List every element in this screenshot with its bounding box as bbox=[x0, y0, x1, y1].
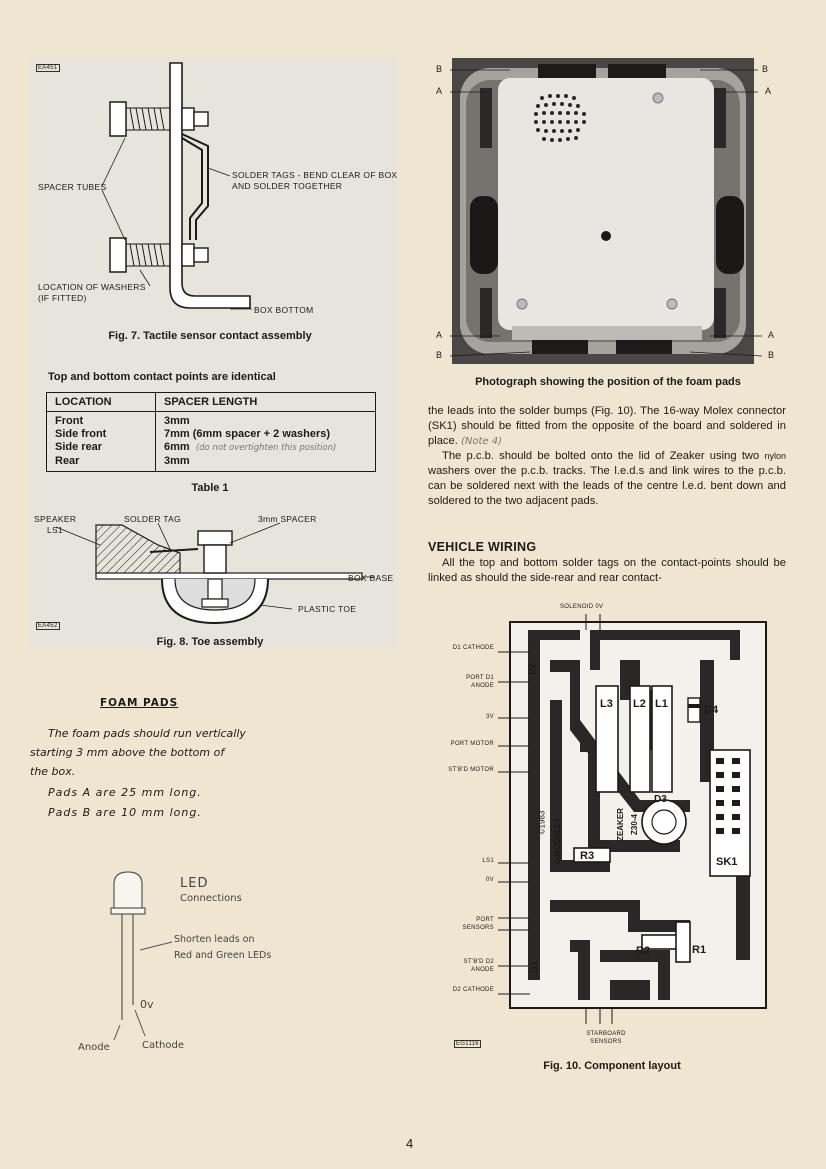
photo-mark-b-bottom-left: B bbox=[436, 350, 443, 360]
table1-cell: 7mm (6mm spacer + 2 washers) bbox=[156, 428, 376, 441]
table1-cell: 3mm bbox=[156, 412, 376, 429]
table1-cell: Front bbox=[47, 412, 156, 429]
fig10-label-port-sensors: PORT SENSORS bbox=[462, 917, 494, 931]
fig10-label-d1-cathode: D1 CATHODE bbox=[452, 645, 494, 651]
fig10-comp-r3: R3 bbox=[580, 850, 595, 862]
photo-mark-a-bottom-right: A bbox=[768, 330, 775, 340]
label-spacer-tubes: SPACER TUBES bbox=[38, 182, 107, 192]
fig10-label-port-d1-anode: PORT D1 ANODE bbox=[466, 675, 494, 689]
article-para-2a: The p.c.b. should be bolted onto the lid of Zeaker using two bbox=[442, 450, 765, 462]
led-anode: Anode bbox=[78, 1042, 110, 1053]
photo-mark-a-bottom-left: A bbox=[436, 330, 443, 340]
label-plastic-toe: PLASTIC TOE bbox=[298, 604, 357, 614]
fig7-code: EA451 bbox=[38, 65, 58, 71]
fig10-board-text-author: D.BUCKLEY bbox=[552, 817, 562, 864]
label-washers: LOCATION OF WASHERS (IF FITTED) bbox=[38, 282, 146, 303]
photo-mark-b-top-left: B bbox=[436, 64, 443, 74]
article-body-2 bbox=[428, 556, 786, 586]
fig8-caption: Fig. 8. Toe assembly bbox=[156, 636, 264, 648]
fig7-caption: Fig. 7. Tactile sensor contact assembly bbox=[108, 330, 312, 342]
fig10-code: EG1116 bbox=[456, 1041, 479, 1047]
fig10-label-3v: 3V bbox=[486, 714, 494, 720]
article-para-2b: washers over the p.c.b. tracks. The l.e.d.s and link wires to the p.c.b. can be soldered next with the leads of the centre l.e.d. bent down and soldered to the two adjacent pads. bbox=[428, 465, 786, 507]
photo-mark-b-bottom-right: B bbox=[768, 350, 775, 360]
fig10-comp-l1: L1 bbox=[655, 698, 668, 710]
fig10-comp-d4: D4 bbox=[704, 704, 719, 716]
article-para-3: All the top and bottom solder tags on the contact-points should be linked as should the side-rear and rear contact- bbox=[428, 557, 786, 584]
foam-note-line5: Pads B are 10 mm long. bbox=[48, 806, 202, 819]
label-box-base: BOX BASE bbox=[348, 573, 394, 583]
led-0v: 0v bbox=[140, 998, 154, 1011]
photo-caption: Photograph showing the position of the foam pads bbox=[475, 376, 741, 388]
fig10-comp-d3: D3 bbox=[654, 794, 667, 805]
fig10-board-text-z30: Z30-4 bbox=[629, 814, 639, 835]
table1-pencil-note: (do not overtighten this position) bbox=[195, 443, 337, 453]
fig10-comp-sk1: SK1 bbox=[716, 856, 738, 868]
table1-cell: 3mm bbox=[156, 455, 376, 472]
label-solder-tags: SOLDER TAGS - BEND CLEAR OF BOX AND SOLDER TOGETHER bbox=[232, 170, 398, 191]
foam-pads-title: FOAM PADS bbox=[100, 697, 179, 709]
article-pencil-note: (Note 4) bbox=[460, 436, 502, 447]
table1-cell: Side rear bbox=[47, 441, 156, 455]
photo-mark-b-top-right: B bbox=[762, 64, 769, 74]
article-para-2 bbox=[428, 449, 786, 509]
led-title: LED bbox=[180, 876, 209, 891]
fig10-comp-r1: R1 bbox=[692, 944, 707, 956]
foam-note-line4: Pads A are 25 mm long. bbox=[48, 786, 202, 799]
fig10-comp-r2: R2 bbox=[636, 945, 651, 957]
page-number: 4 bbox=[406, 1136, 414, 1151]
fig10-label-d2-cathode: D2 CATHODE bbox=[452, 987, 494, 993]
fig10-comp-l3: L3 bbox=[600, 698, 613, 710]
fig10-top-label: SOLENOID 0V bbox=[560, 604, 604, 610]
photo-mark-a-top-left: A bbox=[436, 86, 443, 96]
table1-cell: Rear bbox=[47, 455, 156, 472]
foam-note-line3: the box. bbox=[30, 765, 76, 778]
fig10-board-text-year: ©1983 bbox=[537, 810, 547, 835]
foam-note-line1: The foam pads should run vertically bbox=[48, 727, 246, 740]
fig10-bottom-label: STARBOARD SENSORS bbox=[586, 1031, 626, 1045]
led-note-2: Red and Green LEDs bbox=[174, 950, 272, 961]
label-speaker: SPEAKER LS1 bbox=[34, 514, 77, 535]
article-body bbox=[428, 404, 786, 509]
label-box-bottom: BOX BOTTOM bbox=[254, 305, 314, 315]
article-para-2-nylon: nylon bbox=[764, 451, 786, 461]
table1-cell: Side front bbox=[47, 428, 156, 441]
article-para-1-text: the leads into the solder bumps (Fig. 10). The 16-way Molex connector (SK1) should be fitted from the opposite of the board and soldered in place. bbox=[428, 405, 786, 447]
article-para-1 bbox=[428, 404, 786, 449]
fig10-comp-d2: D2 bbox=[526, 663, 537, 675]
table1-value: 6mm bbox=[164, 441, 190, 453]
photo-mark-a-top-right: A bbox=[765, 86, 772, 96]
fig10-label-stbd-d2-anode: ST'B'D D2 ANODE bbox=[463, 959, 494, 973]
table1-intro: Top and bottom contact points are identical bbox=[48, 371, 276, 383]
table1-header-spacer: SPACER LENGTH bbox=[156, 393, 376, 412]
fig10-caption: Fig. 10. Component layout bbox=[543, 1060, 681, 1072]
table1-caption: Table 1 bbox=[191, 482, 229, 494]
vehicle-wiring-heading: VEHICLE WIRING bbox=[428, 540, 537, 554]
fig10-label-ls1: LS1 bbox=[482, 858, 494, 864]
photo-leader-lines bbox=[440, 60, 770, 360]
led-subtitle: Connections bbox=[180, 893, 242, 904]
fig10-label-port-motor: PORT MOTOR bbox=[450, 741, 494, 747]
led-note-1: Shorten leads on bbox=[174, 934, 255, 945]
fig8-code: EA452 bbox=[38, 623, 58, 629]
label-3mm-spacer: 3mm SPACER bbox=[258, 514, 317, 524]
foam-note-line2: starting 3 mm above the bottom of bbox=[30, 746, 225, 759]
table1-cell bbox=[156, 441, 376, 455]
led-cathode: Cathode bbox=[142, 1040, 184, 1051]
table1 bbox=[46, 392, 376, 472]
fig10-label-0v: 0V bbox=[486, 877, 494, 883]
fig10-comp-d1: D1 bbox=[528, 961, 539, 973]
table1-header-location: LOCATION bbox=[47, 393, 156, 412]
label-solder-tag: SOLDER TAG bbox=[124, 514, 182, 524]
fig10-comp-l2: L2 bbox=[633, 698, 646, 710]
fig10-board-text-zeaker: ZEAKER bbox=[615, 808, 625, 841]
fig10-label-stbd-motor: ST'B'D MOTOR bbox=[448, 767, 494, 773]
